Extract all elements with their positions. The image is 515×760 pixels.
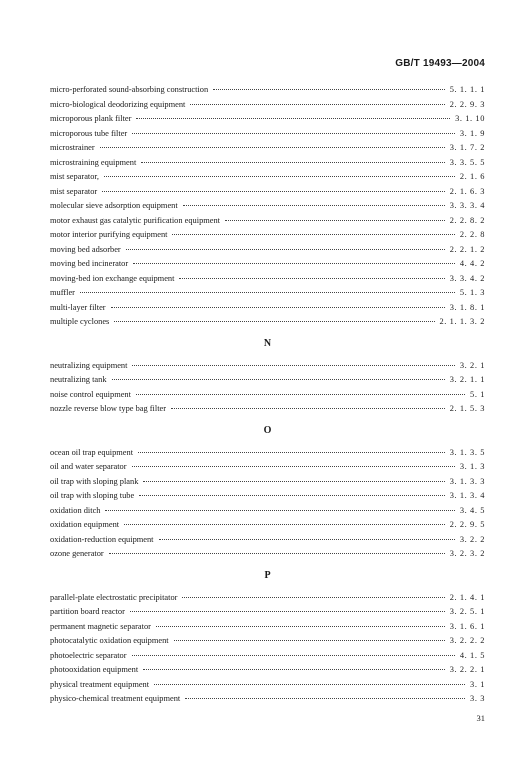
dot-leader xyxy=(130,602,445,612)
dot-leader xyxy=(100,138,445,148)
standard-code-header: GB/T 19493—2004 xyxy=(395,58,485,69)
section-letter-heading: P xyxy=(264,569,271,581)
index-term: photooxidation equipment xyxy=(50,665,139,674)
clause-reference: 3. 1. 3. 3 xyxy=(449,476,485,486)
index-entry xyxy=(50,691,485,706)
clause-reference: 3. 1. 3 xyxy=(459,462,485,471)
index-term: oil trap with sloping plank xyxy=(50,476,139,486)
clause-reference: 3. 1 xyxy=(470,679,485,689)
clause-reference: 2. 1. 4. 1 xyxy=(449,592,485,602)
clause-reference: 3. 1. 3. 4 xyxy=(449,491,485,500)
clause-reference: 2. 1. 1. 3. 2 xyxy=(439,317,485,326)
dot-leader xyxy=(154,675,465,685)
dot-leader xyxy=(159,530,455,540)
index-term: nozzle reverse blow type bag filter xyxy=(50,404,167,413)
index-term: photocatalytic oxidation equipment xyxy=(50,636,169,645)
index-term: physical treatment equipment xyxy=(50,679,150,689)
dot-leader xyxy=(132,356,454,366)
section-letter-heading: N xyxy=(263,337,272,349)
clause-reference: 3. 2. 2. 1 xyxy=(449,665,485,674)
clause-reference: 2. 1. 6. 3 xyxy=(449,186,485,196)
dot-leader xyxy=(112,370,445,380)
index-term: neutralizing equipment xyxy=(50,360,128,370)
clause-reference: 4. 4. 2 xyxy=(459,259,485,268)
clause-reference: 2. 2. 1. 2 xyxy=(449,244,485,254)
index-section xyxy=(50,424,485,561)
page-number: 31 xyxy=(476,713,485,723)
index-term: neutralizing tank xyxy=(50,375,107,384)
index-term: microporous tube filter xyxy=(50,128,128,138)
dot-leader xyxy=(105,501,454,511)
clause-reference: 3. 1. 10 xyxy=(455,114,485,123)
dot-leader xyxy=(138,443,445,453)
index-term: microstrainer xyxy=(50,143,95,152)
index-term: mist separator, xyxy=(50,172,99,181)
index-term: molecular sieve adsorption equipment xyxy=(50,201,178,210)
clause-reference: 3. 1. 8. 1 xyxy=(449,302,485,312)
clause-reference: 2. 1. 6 xyxy=(459,172,485,181)
clause-reference: 3. 1. 6. 1 xyxy=(449,621,485,631)
index-term: moving bed incinerator xyxy=(50,259,129,268)
dot-leader xyxy=(182,588,444,598)
clause-reference: 2. 1. 5. 3 xyxy=(449,404,485,413)
index-term: mist separator xyxy=(50,186,98,196)
dot-leader xyxy=(102,182,444,192)
clause-reference: 2. 2. 9. 3 xyxy=(449,99,485,109)
clause-reference: 3. 3. 3. 4 xyxy=(449,201,485,210)
clause-reference: 3. 2. 2 xyxy=(459,534,485,544)
dot-leader xyxy=(143,472,444,482)
dot-leader xyxy=(109,544,445,554)
index-term: photoelectric separator xyxy=(50,650,127,660)
dot-leader xyxy=(124,515,445,525)
index-term: microporous plank filter xyxy=(50,114,132,123)
index-term: motor interior purifying equipment xyxy=(50,230,168,239)
index-term: motor exhaust gas catalytic purification equipment xyxy=(50,215,221,225)
index-term: muffler xyxy=(50,288,75,297)
clause-reference: 3. 1. 3. 5 xyxy=(449,447,485,457)
dot-leader xyxy=(104,167,455,177)
dot-leader xyxy=(114,312,434,322)
clause-reference: 3. 2. 5. 1 xyxy=(449,607,485,616)
index-section xyxy=(50,337,485,416)
index-term: microstraining equipment xyxy=(50,157,137,167)
index-section xyxy=(50,569,485,706)
index-term: ozone generator xyxy=(50,549,104,558)
dot-leader xyxy=(225,211,445,221)
dot-leader xyxy=(139,486,444,496)
index-term: multi-layer filter xyxy=(50,302,106,312)
index-entry xyxy=(50,314,485,329)
dot-leader xyxy=(156,617,445,627)
index-term: oxidation ditch xyxy=(50,505,101,515)
index-term: micro-perforated sound-absorbing construction xyxy=(50,85,209,94)
dot-leader xyxy=(136,109,450,119)
section-letter-heading: O xyxy=(263,424,272,436)
dot-leader xyxy=(111,298,445,308)
index-entry xyxy=(50,546,485,561)
index-term: physico-chemical treatment equipment xyxy=(50,694,181,703)
index-term: partition board reactor xyxy=(50,607,125,616)
clause-reference: 3. 1. 9 xyxy=(459,128,485,138)
dot-leader xyxy=(183,196,445,206)
index-section xyxy=(50,82,485,329)
dot-leader xyxy=(174,631,445,641)
index-term: noise control equipment xyxy=(50,389,131,399)
dot-leader xyxy=(172,225,454,235)
dot-leader xyxy=(143,660,445,670)
dot-leader xyxy=(133,254,455,264)
clause-reference: 3. 3 xyxy=(470,694,485,703)
index-entry xyxy=(50,401,485,416)
index-term: oil and water separator xyxy=(50,462,127,471)
clause-reference: 3. 2. 1 xyxy=(459,360,485,370)
clause-reference: 4. 1. 5 xyxy=(459,650,485,660)
clause-reference: 2. 2. 8. 2 xyxy=(449,215,485,225)
dot-leader xyxy=(126,240,445,250)
clause-reference: 3. 2. 1. 1 xyxy=(449,375,485,384)
clause-reference: 3. 3. 4. 2 xyxy=(449,273,485,283)
dot-leader xyxy=(171,399,445,409)
index-term: parallel-plate electrostatic precipitator xyxy=(50,592,178,602)
clause-reference: 5. 1 xyxy=(470,389,485,399)
dot-leader xyxy=(136,385,465,395)
clause-reference: 3. 2. 2. 2 xyxy=(449,636,485,645)
clause-reference: 5. 1. 3 xyxy=(459,288,485,297)
index-term: oil trap with sloping tube xyxy=(50,491,135,500)
index-term: ocean oil trap equipment xyxy=(50,447,134,457)
clause-reference: 2. 2. 8 xyxy=(459,230,485,239)
dot-leader xyxy=(185,689,465,699)
clause-reference: 3. 1. 7. 2 xyxy=(449,143,485,152)
dot-leader xyxy=(141,153,444,163)
index-list xyxy=(50,82,485,706)
dot-leader xyxy=(190,95,444,105)
clause-reference: 3. 2. 3. 2 xyxy=(449,549,485,558)
dot-leader xyxy=(179,269,444,279)
dot-leader xyxy=(132,124,455,134)
clause-reference: 2. 2. 9. 5 xyxy=(449,520,485,529)
index-term: multiple cyclones xyxy=(50,317,110,326)
index-term: moving-bed ion exchange equipment xyxy=(50,273,175,283)
index-term: oxidation equipment xyxy=(50,520,120,529)
dot-leader xyxy=(132,646,455,656)
dot-leader xyxy=(80,283,455,293)
index-term: moving bed adsorber xyxy=(50,244,121,254)
dot-leader xyxy=(132,457,455,467)
index-term: permanent magnetic separator xyxy=(50,621,151,631)
index-term: oxidation-reduction equipment xyxy=(50,534,154,544)
clause-reference: 3. 4. 5 xyxy=(459,505,485,515)
clause-reference: 3. 3. 5. 5 xyxy=(449,157,485,167)
dot-leader xyxy=(213,80,445,90)
clause-reference: 5. 1. 1. 1 xyxy=(449,85,485,94)
index-term: micro-biological deodorizing equipment xyxy=(50,99,186,109)
